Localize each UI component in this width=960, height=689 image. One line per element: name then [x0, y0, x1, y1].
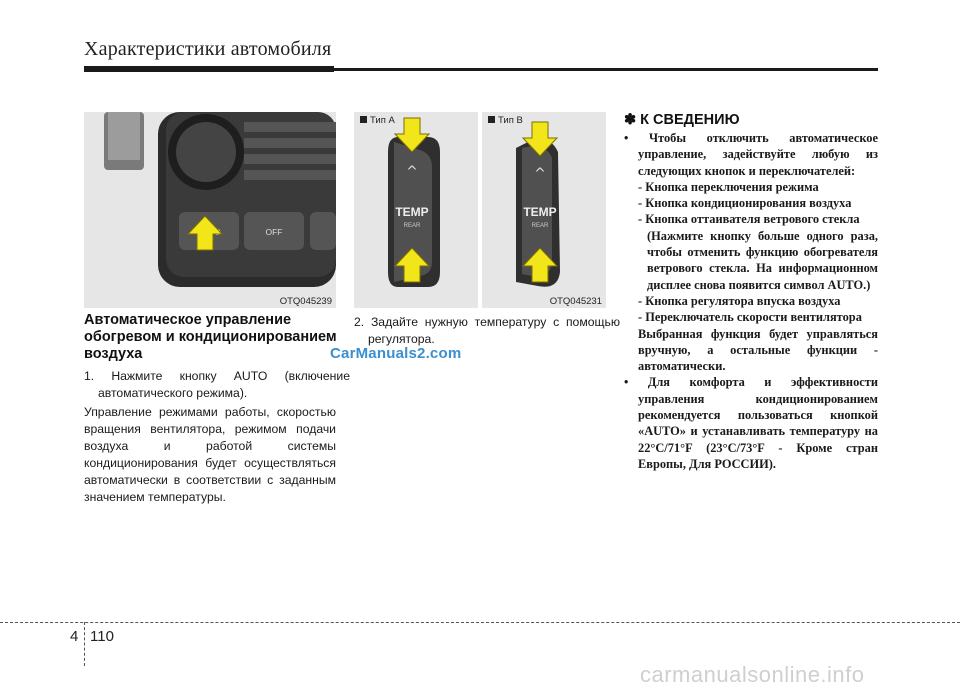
step-1: 1. Нажмите кнопку AUTO (включение автоматического режима).: [84, 369, 350, 400]
section-number: 4: [70, 628, 79, 645]
footer-rule: [0, 622, 960, 623]
page-header-title: Характеристики автомобиля: [84, 38, 332, 60]
temp-label-b: TEMP: [523, 205, 557, 219]
notice-dash-item: - Кнопка регулятора впуска воздуха: [638, 293, 841, 308]
header-rule: [84, 68, 878, 71]
svg-text:^: ^: [534, 166, 546, 182]
notice-dash-item: - Кнопка кондиционирования воздуха: [638, 196, 852, 211]
notice-title: ✽ К СВЕДЕНИЮ: [624, 112, 740, 128]
footer-divider: [84, 622, 85, 666]
notice-dash-item: - Переключатель скорости вентилятора: [638, 310, 862, 325]
page-number: 110: [90, 628, 114, 645]
watermark-footer: carmanualsonline.info: [640, 662, 865, 687]
figure-temp-controls: [354, 112, 606, 308]
off-button-label: OFF: [265, 227, 283, 237]
temp-controls-illustration: [354, 112, 606, 308]
notice-after-text: Выбранная функция будет управляться вручную, а остальные функции - автоматически.: [638, 326, 878, 374]
body-paragraph: Управление режимами работы, скоростью вращения вентилятора, режимом подачи воздуха и работой системы кондиционирования будет осуществляться автоматически в соответствии с заданным значением температуры.: [84, 405, 336, 504]
rear-label-b: REAR: [531, 223, 549, 229]
type-a-label: Тип A: [370, 115, 395, 126]
notice-body: [624, 130, 878, 472]
step-2: 2. Задайте нужную температуру с помощью регулятора.: [354, 315, 620, 346]
notice-dash-item: - Кнопка переключения режима: [638, 179, 819, 194]
figure-code: OTQ045239: [279, 296, 332, 307]
auto-panel-illustration: [84, 112, 336, 308]
svg-text:^: ^: [406, 164, 418, 180]
temp-label-a: TEMP: [395, 205, 429, 219]
rear-label-a: REAR: [403, 223, 421, 229]
notice-dash-item: - Кнопка оттаивателя ветрового стекла: [638, 212, 860, 227]
figure-auto-button: [84, 112, 336, 308]
notice-bullet-2: • Для комфорта и эффективности управления кондиционированием рекомендуется пользоваться кнопкой «AUTO» и устанавливать температуру на 22°C/71°F (23°C/73°F - Кроме стран Европы, Для РОССИИ).: [624, 375, 878, 471]
notice-bullet-1: • Чтобы отключить автоматическое управление, задействуйте любую из следующих кнопок и переключателей:: [624, 131, 878, 178]
notice-parenthetical: (Нажмите кнопку больше одного раза, чтобы отменить функцию обогревателя ветрового стекла. На информационном дисплее снова появится символ AUTO.): [647, 228, 878, 292]
type-b-label: Тип B: [498, 115, 523, 126]
section-title: Автоматическое управление обогревом и кондиционированием воздуха: [84, 312, 337, 362]
figure-code: OTQ045231: [549, 296, 602, 307]
watermark-link[interactable]: CarManuals2.com: [330, 345, 462, 362]
